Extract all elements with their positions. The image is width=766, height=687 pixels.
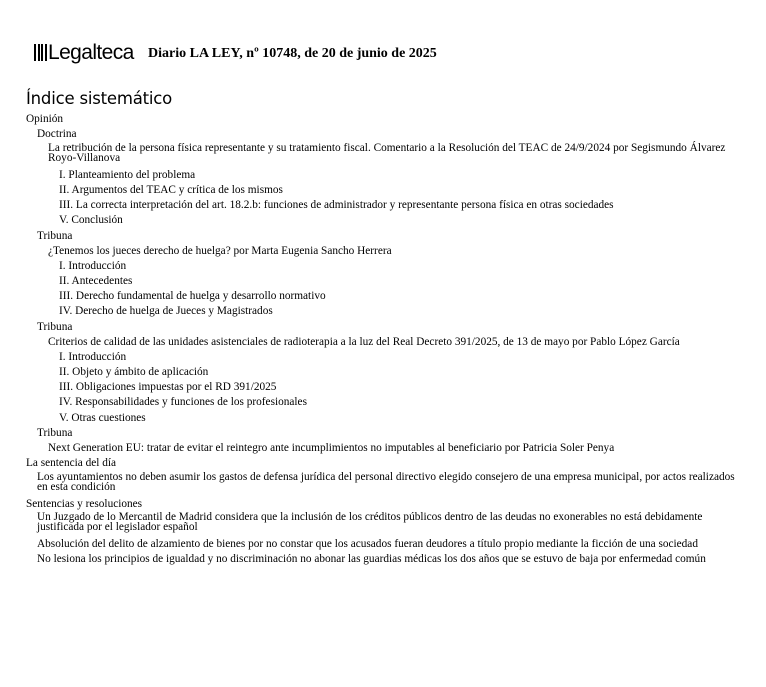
toc-item[interactable]: II. Antecedentes — [59, 275, 133, 287]
section-sentencias-resoluciones[interactable]: Sentencias y resoluciones — [26, 498, 143, 510]
article-retribucion[interactable]: La retribución de la persona física representante y su tratamiento fiscal. Comentario a la Resolución del TEAC de 24/9/2024 por Segismundo Álvarez Royo-Villanova — [48, 142, 726, 164]
section-sentencia-del-dia[interactable]: La sentencia del día — [26, 457, 117, 469]
toc-item[interactable]: I. Introducción — [59, 351, 127, 363]
toc-item[interactable]: III. La correcta interpretación del art. 18.2.b: funciones de administrador y representante persona física en otras sociedades — [59, 199, 614, 211]
article-next-generation[interactable]: Next Generation EU: tratar de evitar el reintegro ante incumplimientos no imputables al beneficiario por Patricia Soler Penya — [48, 442, 615, 454]
toc-item[interactable]: I. Planteamiento del problema — [59, 169, 196, 181]
section-opinion[interactable]: Opinión — [26, 113, 64, 125]
subsection-tribuna[interactable]: Tribuna — [37, 321, 73, 333]
subsection-tribuna[interactable]: Tribuna — [37, 427, 73, 439]
article-guardias-medicas[interactable]: No lesiona los principios de igualdad y no discriminación no abonar las guardias médicas los dos años que se estuvo de baja por enfermedad común — [37, 553, 706, 565]
toc-item[interactable]: V. Otras cuestiones — [59, 412, 146, 424]
toc-item[interactable]: II. Objeto y ámbito de aplicación — [59, 366, 209, 378]
toc-item[interactable]: III. Derecho fundamental de huelga y desarrollo normativo — [59, 290, 326, 302]
logo-bars-icon — [34, 44, 47, 61]
page-title: Índice sistemático — [26, 89, 173, 108]
toc-item[interactable]: V. Conclusión — [59, 214, 123, 226]
toc-item[interactable]: IV. Responsabilidades y funciones de los profesionales — [59, 396, 307, 408]
subsection-tribuna[interactable]: Tribuna — [37, 230, 73, 242]
toc-item[interactable]: III. Obligaciones impuestas por el RD 391/2025 — [59, 381, 277, 393]
toc-item[interactable]: II. Argumentos del TEAC y crítica de los mismos — [59, 184, 283, 196]
article-ayuntamientos[interactable]: Los ayuntamientos no deben asumir los gastos de defensa jurídica del personal directivo elegido consejero de una empresa municipal, por actos realizados en esta condición — [37, 471, 735, 493]
article-juzgado-mercantil[interactable]: Un Juzgado de lo Mercantil de Madrid considera que la inclusión de los créditos públicos dentro de las deudas no exonerables no está debidamente justificada por el legislador español — [37, 511, 703, 533]
article-radioterapia[interactable]: Criterios de calidad de las unidades asistenciales de radioterapia a la luz del Real Decreto 391/2025, de 13 de mayo por Pablo López García — [48, 336, 680, 348]
article-huelga-jueces[interactable]: ¿Tenemos los jueces derecho de huelga? por Marta Eugenia Sancho Herrera — [48, 245, 392, 257]
document-header — [34, 40, 734, 66]
logo-text: Legalteca — [48, 41, 134, 64]
toc-item[interactable]: I. Introducción — [59, 260, 127, 272]
article-alzamiento-bienes[interactable]: Absolución del delito de alzamiento de bienes por no constar que los acusados fueran deudores a título propio mediante la ficción de una sociedad — [37, 538, 698, 550]
journal-issue: Diario LA LEY, nº 10748, de 20 de junio de 2025 — [148, 46, 437, 61]
toc-item[interactable]: IV. Derecho de huelga de Jueces y Magistrados — [59, 305, 273, 317]
subsection-doctrina[interactable]: Doctrina — [37, 128, 77, 140]
